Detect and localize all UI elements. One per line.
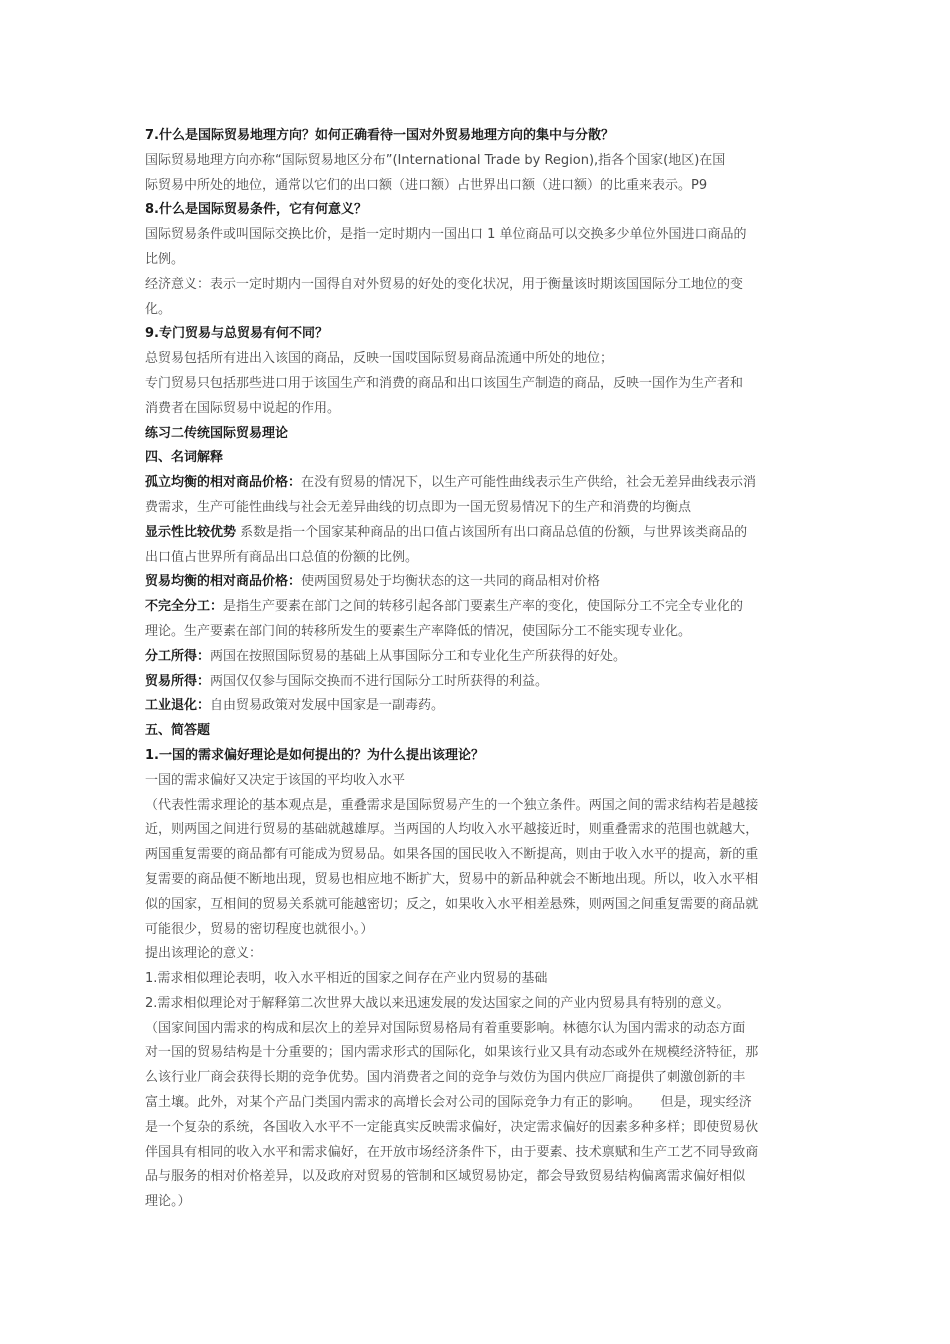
question-1-para2-line: 么该行业厂商会获得长期的竞争优势。国内消费者之间的竞争与效仿为国内供应厂商提供了刺激创新的丰 bbox=[145, 1070, 746, 1086]
meaning-point: 2.需求相似理论对于解释第二次世界大战以来迅速发展的发达国家之间的产业内贸易具有特别的意义。 bbox=[145, 995, 730, 1011]
question-8-answer-line: 经济意义：表示一定时期内一国得自对外贸易的好处的变化状况，用于衡量该时期该国国际分工地位的变 bbox=[145, 276, 744, 292]
question-8-answer-line: 比例。 bbox=[145, 251, 185, 267]
question-7-answer-line: 际贸易中所处的地位，通常以它们的出口额（进口额）占世界出口额（进口额）的比重来表示。P9 bbox=[145, 177, 708, 193]
term-label: 贸易所得： bbox=[145, 673, 211, 689]
term-definition bbox=[145, 670, 809, 695]
question-1-para1-line: （代表性需求理论的基本观点是，重叠需求是国际贸易产生的一个独立条件。两国之间的需求结构若是越接 bbox=[145, 797, 759, 813]
question-9-answer-line: 总贸易包括所有进出入该国的商品，反映一国哎国际贸易商品流通中所处的地位； bbox=[145, 351, 614, 367]
term-text: 是指生产要素在部门之间的转移引起各部门要素生产率的变化，使国际分工不完全专业化的 bbox=[223, 599, 744, 615]
term-text-line: 理论。生产要素在部门间的转移所发生的要素生产率降低的情况，使国际分工不能实现专业化。 bbox=[145, 623, 692, 639]
term-label: 贸易均衡的相对商品价格： bbox=[145, 574, 302, 590]
question-8-answer-line: 化。 bbox=[145, 301, 172, 317]
term-definition bbox=[145, 521, 809, 546]
term-text: 两国在按照国际贸易的基础上从事国际分工和专业化生产所获得的好处。 bbox=[210, 648, 627, 664]
question-9-title: 9.专门贸易与总贸易有何不同？ bbox=[145, 326, 328, 342]
term-definition bbox=[145, 645, 809, 670]
term-text: 两国仅仅参与国际交换而不进行国际分工时所获得的利益。 bbox=[210, 673, 549, 689]
question-9-answer-line: 专门贸易只包括那些进口用于该国生产和消费的商品和出口该国生产制造的商品，反映一国作为生产者和 bbox=[145, 375, 744, 391]
question-1-para1-line: 可能很少，贸易的密切程度也就很小。） bbox=[145, 921, 374, 937]
question-1-para2-line: 富土壤。此外，对某个产品门类国内需求的高增长会对公司的国际竞争力有正的影响。 但是，现实经济 bbox=[145, 1095, 752, 1111]
question-1-para2-line: 对一国的贸易结构是十分重要的；国内需求形式的国际化，如果该行业又具有动态或外在规模经济特征，那 bbox=[145, 1045, 759, 1061]
question-1-para1-line: 两国重复需要的商品都有可能成为贸易品。如果各国的国民收入不断提高，则由于收入水平的提高，新的重 bbox=[145, 847, 759, 863]
term-definition bbox=[145, 595, 809, 620]
question-1-para1-line: 近，则两国之间进行贸易的基础就越雄厚。当两国的人均收入水平越接近时，则重叠需求的范围也就越大， bbox=[145, 822, 759, 838]
part-4-heading: 四、名词解释 bbox=[145, 450, 224, 466]
question-1-para2-line: 理论。） bbox=[145, 1194, 191, 1210]
term-definition bbox=[145, 570, 809, 595]
term-text: 系数是指一个国家某种商品的出口值占该国所有出口商品总值的份额，与世界该类商品的 bbox=[236, 524, 748, 540]
term-text-line: 出口值占世界所有商品出口总值的份额的比例。 bbox=[145, 549, 419, 565]
question-1-para2-line: （国家间国内需求的构成和层次上的差异对国际贸易格局有着重要影响。林德尔认为国内需求的动态方面 bbox=[145, 1020, 746, 1036]
question-8-answer-line: 国际贸易条件或叫国际交换比价，是指一定时期内一国出口 1 单位商品可以交换多少单位外国进口商品的 bbox=[145, 227, 747, 243]
question-1-para2-line: 是一个复杂的系统，各国收入水平不一定能真实反映需求偏好，决定需求偏好的因素多种多样；即使贸易伙 bbox=[145, 1119, 759, 1135]
question-8-title: 8.什么是国际贸易条件，它有何意义？ bbox=[145, 202, 367, 218]
term-text-line: 费需求，生产可能性曲线与社会无差异曲线的切点即为一国无贸易情况下的生产和消费的均衡点 bbox=[145, 499, 692, 515]
term-definition bbox=[145, 694, 809, 719]
question-1-para2-line: 品与服务的相对价格差异，以及政府对贸易的管制和区域贸易协定，都会导致贸易结构偏离需求偏好相似 bbox=[145, 1169, 746, 1185]
question-1-para1-line: 复需要的商品便不断地出现，贸易也相应地不断扩大，贸易中的新品种就会不断地出现。所以，收入水平相 bbox=[145, 871, 759, 887]
meaning-label: 提出该理论的意义： bbox=[145, 946, 263, 962]
question-1-title: 1.一国的需求偏好理论是如何提出的？为什么提出该理论？ bbox=[145, 747, 484, 763]
question-1-para2-line: 伴国具有相同的收入水平和需求偏好，在开放市场经济条件下，由于要素、技术禀赋和生产工艺不同导致商 bbox=[145, 1144, 759, 1160]
part-5-heading: 五、简答题 bbox=[145, 723, 211, 739]
term-label: 显示性比较优势 bbox=[145, 524, 237, 540]
question-9-answer-line: 消费者在国际贸易中说起的作用。 bbox=[145, 400, 341, 416]
term-label: 分工所得： bbox=[145, 648, 211, 664]
question-1-intro: 一国的需求偏好又决定于该国的平均收入水平 bbox=[145, 772, 406, 788]
term-text: 使两国贸易处于均衡状态的这一共同的商品相对价格 bbox=[301, 574, 601, 590]
term-label: 不完全分工： bbox=[145, 599, 224, 615]
question-1-para1-line: 似的国家，互相间的贸易关系就可能越密切；反之，如果收入水平相差悬殊，则两国之间重复需要的商品就 bbox=[145, 896, 759, 912]
document-body bbox=[145, 124, 809, 1215]
term-definition bbox=[145, 471, 809, 496]
question-7-title: 7.什么是国际贸易地理方向？如何正确看待一国对外贸易地理方向的集中与分散？ bbox=[145, 128, 614, 143]
term-text: 自由贸易政策对发展中国家是一副毒药。 bbox=[210, 698, 445, 714]
term-text: 在没有贸易的情况下，以生产可能性曲线表示生产供给，社会无差异曲线表示消 bbox=[301, 475, 757, 491]
section-title: 练习二传统国际贸易理论 bbox=[145, 425, 289, 441]
meaning-point: 1.需求相似理论表明，收入水平相近的国家之间存在产业内贸易的基础 bbox=[145, 971, 548, 987]
question-7-answer-line: 国际贸易地理方向亦称“国际贸易地区分布”(International Trade by Region),指各个国家(地区)在国 bbox=[145, 152, 726, 168]
term-label: 孤立均衡的相对商品价格： bbox=[145, 475, 302, 491]
term-label: 工业退化： bbox=[145, 698, 211, 714]
